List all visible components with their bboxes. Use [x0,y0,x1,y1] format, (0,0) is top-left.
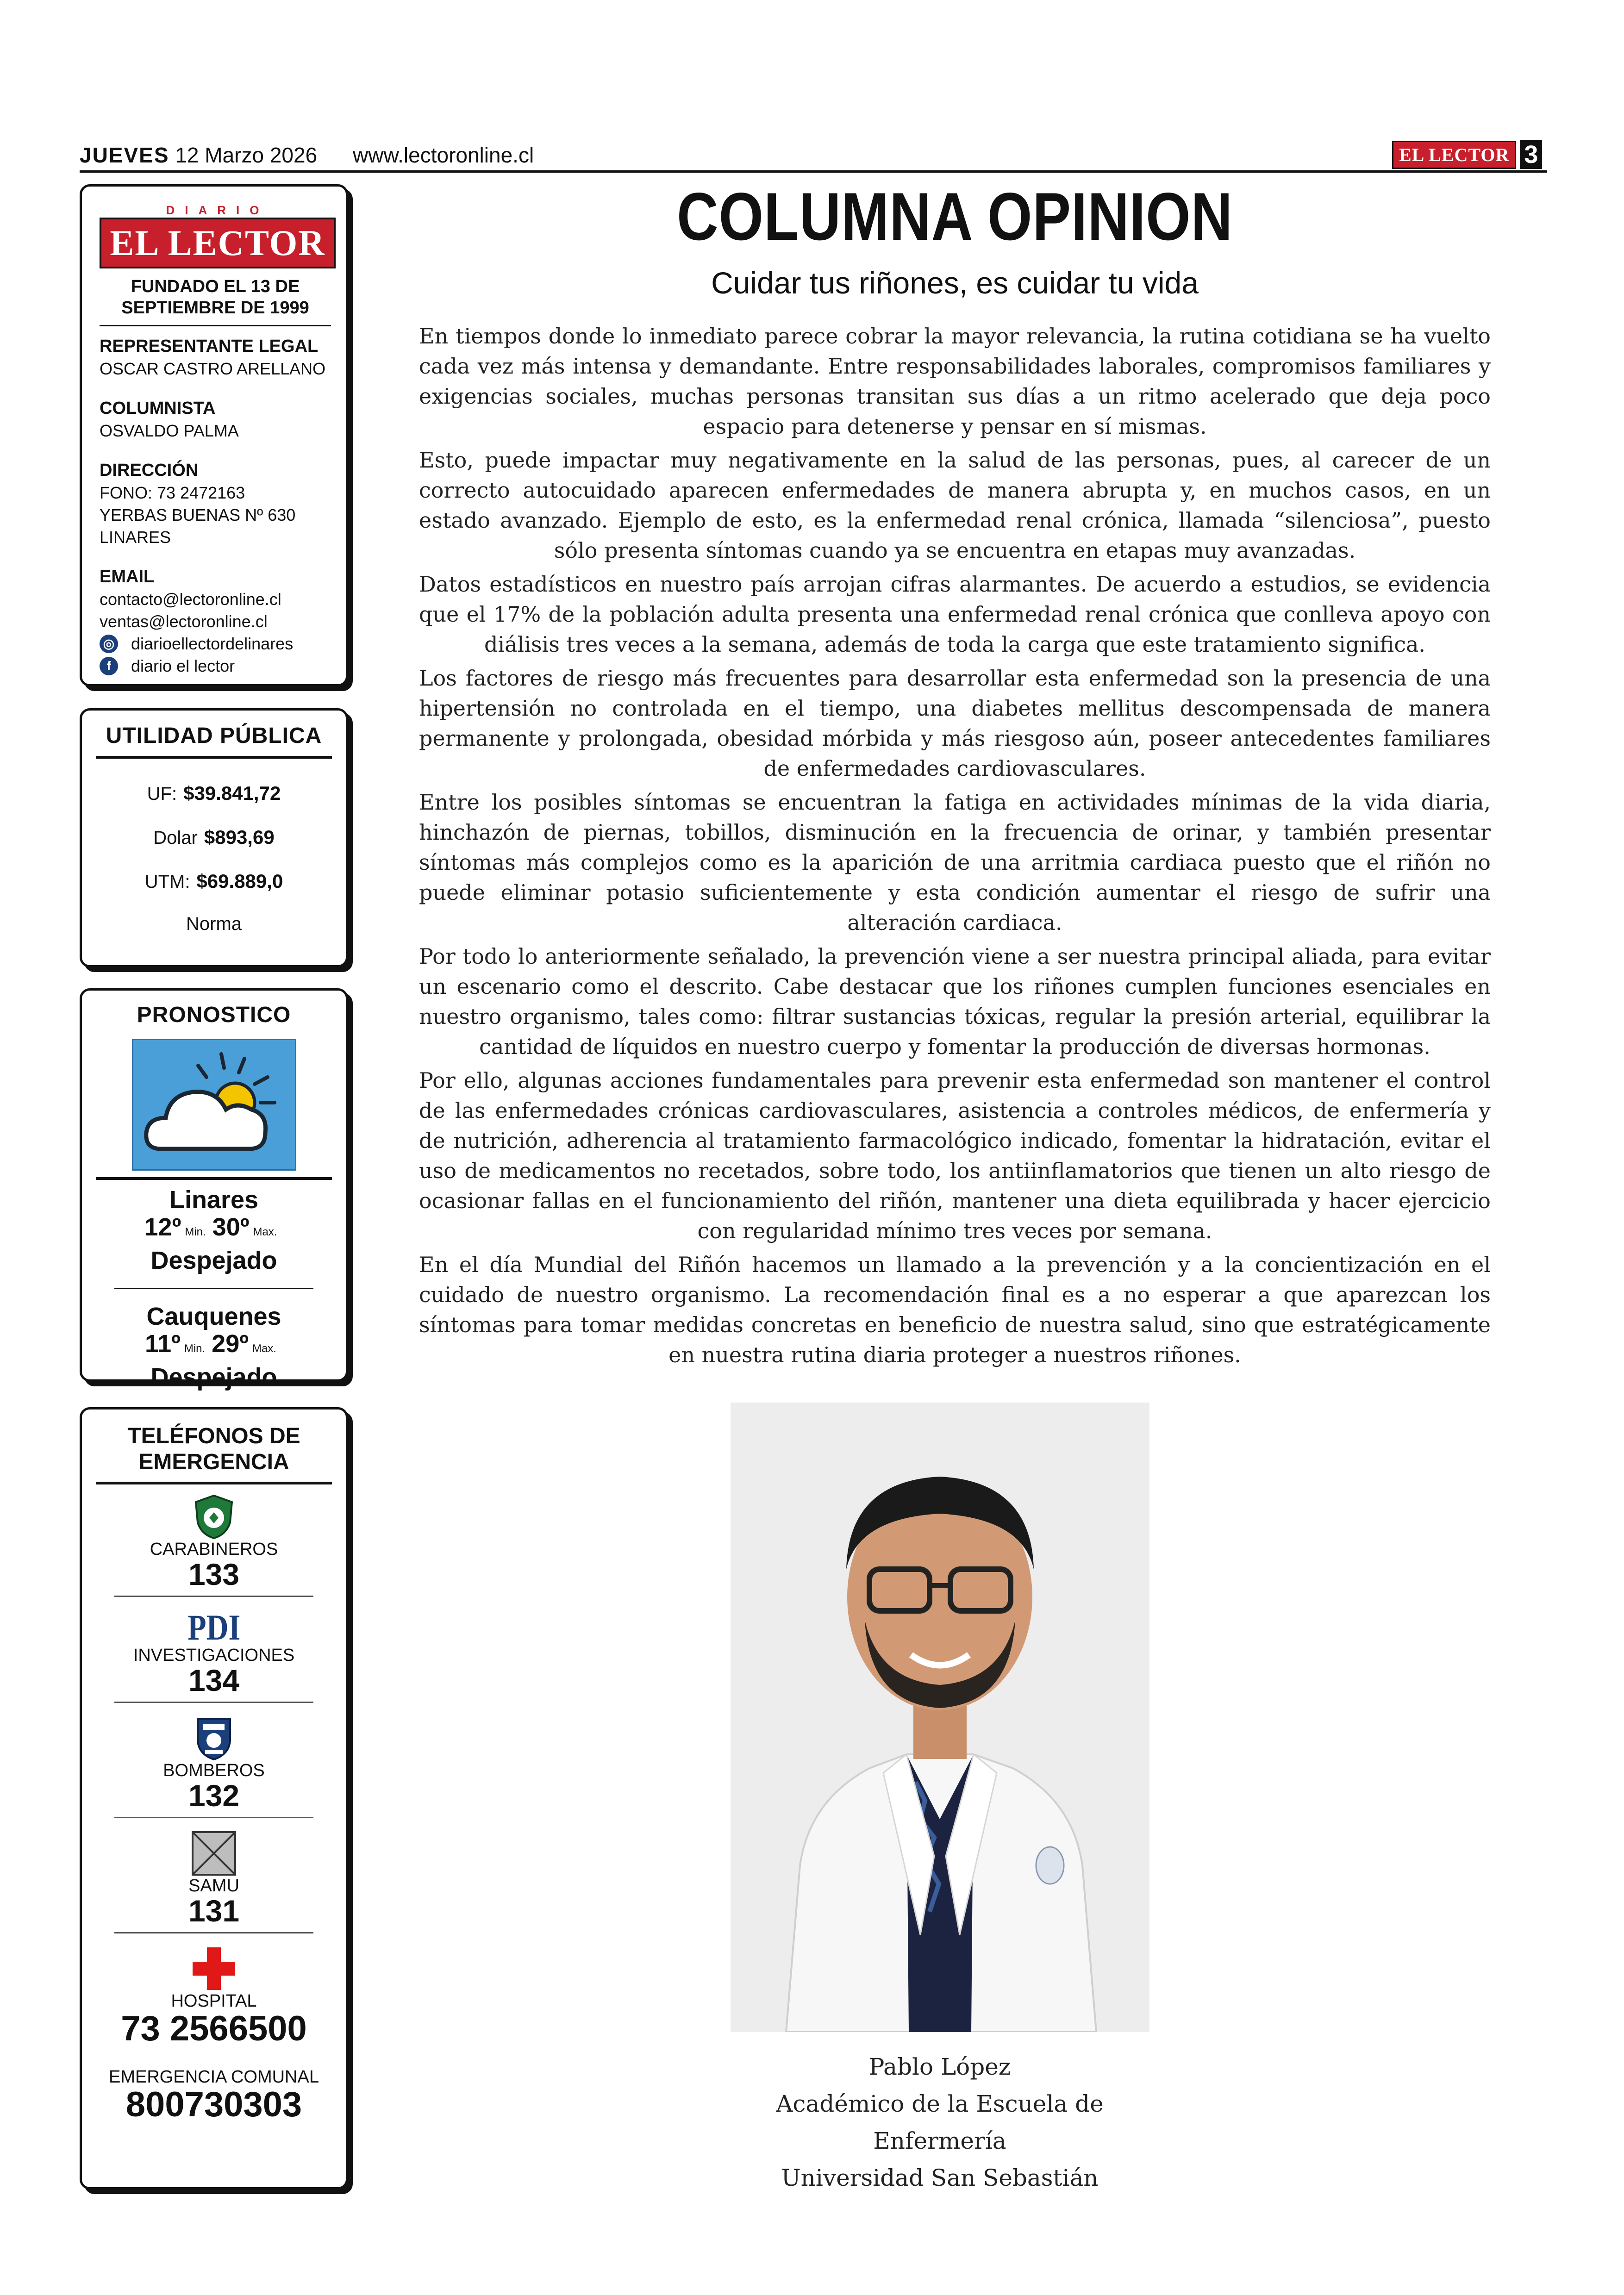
forecast-linares: Linares 12º Min. 30º Max. Despejado [144,1186,277,1274]
author-role: Académico de la Escuela de Enfermería [776,2090,1104,2154]
emergencia-comunal-entry: EMERGENCIA COMUNAL 800730303 [96,2047,332,2123]
opinion-article [419,180,1491,1374]
bomberos-shield-icon [96,1715,332,1761]
paragraph: En el día Mundial del Riñón hacemos un llamado a la prevención y a la concientización en el cuidado de nuestro organismo. La recomendación final es a no esperar a que aparezcan los síntomas para tomar medidas concretas en beneficio de nuestra salud, sino que estratégicamente en nuestra rutina diaria proteger a nuestros riñones. [419,1252,1491,1367]
author-caption [713,2048,1167,2196]
emergencia-comunal-number[interactable]: 800730303 [125,2085,302,2124]
pronostico-title: PRONOSTICO [137,1003,291,1027]
author-institution: Universidad San Sebastián [781,2164,1099,2191]
section-title: COLUMNA OPINION [677,179,1233,254]
header-logo [1392,141,1542,168]
instagram-icon: ◎ [100,635,118,653]
paragraph: Los factores de riesgo más frecuentes para desarrollar esta enfermedad son la presencia de una hipertensión no controlada en el tiempo, una diabetes mellitus descompensada de manera permanente y prolongada, obesidad mórbida y más riesgoso aún, poseer antecedentes familiares de enfermedades cardiovasculares. [419,666,1491,781]
email-block: EMAIL contacto@lectoronline.cl ventas@lectoronline.cl ◎ diarioellectordelinares f diario el lector [100,565,331,677]
emergencia-title: TELÉFONOS DE EMERGENCIA [127,1424,300,1474]
page-number: 3 [1520,140,1542,169]
hospital-entry: HOSPITAL 73 2566500 [96,1933,332,2047]
article-headline: Cuidar tus riñones, es cuidar tu vida [711,266,1199,300]
instagram-link[interactable]: ◎ diarioellectordelinares [100,633,331,655]
forecast-divider [114,1288,313,1289]
pdi-entry: PDI INVESTIGACIONES 134 [96,1597,332,1703]
carabineros-badge-icon [96,1494,332,1540]
masthead-logo [100,203,336,268]
pdi-number[interactable]: 134 [188,1663,240,1697]
website-link[interactable]: www.lectoronline.cl [353,143,534,167]
email-ventas[interactable]: ventas@lectoronline.cl [100,612,268,631]
pronostico-rule [96,1177,332,1180]
issue-date: JUEVES 12 Marzo 2026 [80,143,318,167]
dolar-indicator: Dolar $893,69 [153,826,275,848]
partly-cloudy-icon [132,1039,296,1171]
page-header [80,139,1547,171]
emergencia-box [80,1407,348,2189]
paragraph: Por todo lo anteriormente señalado, la prevención viene a ser nuestra principal aliada, para evitar un escenario como el descrito. Cabe destacar que los riñones cumplen funciones esenciales en nuestro organismo, tales como: filtrar sustancias tóxicas, regular la presión arterial, equilibrar la cantidad de líquidos en nuestro cuerpo y fomentar la producción de diversas hormonas. [419,944,1491,1059]
masthead-logo-text: EL LECTOR [100,218,336,268]
utm-indicator: UTM: $69.889,0 [144,870,283,892]
author-name: Pablo López [868,2053,1011,2080]
masthead-box [80,184,348,686]
bomberos-number[interactable]: 132 [188,1778,240,1813]
carabineros-entry: CARABINEROS 133 [96,1494,332,1597]
utilidad-rule [96,756,332,759]
legal-rep: REPRESENTANTE LEGAL OSCAR CASTRO ARELLANO [100,337,326,378]
facebook-icon: f [100,657,118,675]
samu-entry: SAMU 131 [96,1818,332,1933]
columnist: COLUMNISTA OSVALDO PALMA [100,399,239,440]
uf-indicator: UF: $39.841,72 [147,782,281,804]
facebook-link[interactable]: f diario el lector [100,655,331,677]
header-rule [80,170,1547,173]
utilidad-title: UTILIDAD PÚBLICA [106,723,322,748]
masthead-diario: DIARIO [166,203,269,217]
address: DIRECCIÓN FONO: 73 2472163 YERBAS BUENAS Nº 630 LINARES [100,461,296,547]
paragraph: En tiempos donde lo inmediato parece cobrar la mayor relevancia, la rutina cotidiana se ha vuelto cada vez más intensa y demandante. Entre responsabilidades laborales, compromisos familiares y exigencias sociales, muchas personas transitan sus días a un ritmo acelerado que deja poco espacio para detenerse y pensar en sí mismas. [419,324,1491,439]
paragraph: Esto, puede impactar muy negativamente en la salud de las personas, pues, al carecer de un correcto autocuidado aparecen enfermedades de manera abrupta y, en muchos casos, en un estado avanzado. Ejemplo de esto, es la enfermedad renal crónica, llamada “silenciosa”, puesto sólo presenta síntomas cuando ya se encuentra en etapas muy avanzadas. [419,448,1491,563]
utilidad-box [80,708,348,967]
pdi-logo-icon: PDI [187,1607,241,1647]
red-cross-icon [96,1946,332,1992]
paragraph: Datos estadísticos en nuestro país arrojan cifras alarmantes. De acuerdo a estudios, se evidencia que el 17% de la población adulta presenta una enfermedad renal crónica que conlleva apoyo con diálisis tres veces a la semana, además de toda la carga que este tratamiento significa. [419,572,1491,657]
norma-label: Norma [186,914,242,934]
forecast-cauquenes: Cauquenes 11º Min. 29º Max. Despejado [145,1303,281,1391]
emergencia-rule [96,1482,332,1484]
bomberos-entry: BOMBEROS 132 [96,1703,332,1818]
author-photo [731,1403,1149,2032]
email-contact[interactable]: contacto@lectoronline.cl [100,590,281,609]
paragraph: Por ello, algunas acciones fundamentales para prevenir esta enfermedad son mantener el control de las enfermedades crónicas cardiovasculares, asistencia a controles médicos, de enfermería y de nutrición, adherencia al tratamiento farmacológico indicado, fomentar la hidratación, evitar el uso de medicamentos no recetados, sobre todo, los antiinflamatorios que tienen un alto riesgo de ocasionar fallas en el funcionamiento del riñón, mantener una dieta equilibrada y hacer ejercicio con regularidad mínimo tres veces por semana. [419,1068,1491,1243]
hospital-number[interactable]: 73 2566500 [121,2009,307,2048]
samu-number[interactable]: 131 [188,1894,240,1928]
pronostico-box [80,988,348,1391]
header-logo-text: EL LECTOR [1392,141,1516,169]
founded-date: FUNDADO EL 13 DE SEPTIEMBRE DE 1999 [121,277,309,318]
article-body [419,321,1491,1370]
carabineros-number[interactable]: 133 [188,1557,240,1591]
masthead-divider [100,325,331,326]
paragraph: Entre los posibles síntomas se encuentran la fatiga en actividades mínimas de la vida diaria, hinchazón de piernas, tobillos, disminución en la frecuencia de orinar, y también presentar síntomas más complejos como es la aparición de una arritmia cardiaca puesto que el riñón no puede eliminar potasio suficientemente y esta condición aumentar el riesgo de sufrir una alteración cardiaca. [419,790,1491,935]
samu-placeholder-icon [96,1830,332,1877]
